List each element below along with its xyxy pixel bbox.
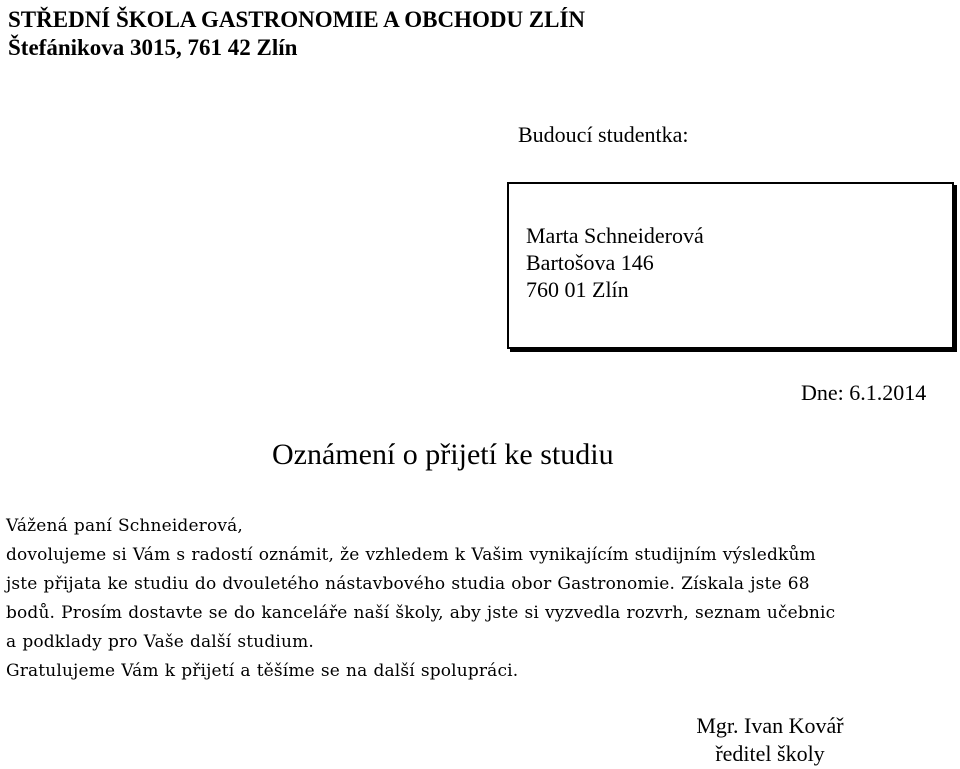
signature-block xyxy=(660,712,880,768)
recipient-city: 760 01 Zlín xyxy=(526,277,629,302)
recipient-label: Budoucí studentka: xyxy=(518,122,689,147)
recipient-name: Marta Schneiderová xyxy=(526,223,704,248)
letter-greeting: Vážená paní Schneiderová, xyxy=(6,516,243,536)
letter-line: a podklady pro Vaše další studium. xyxy=(6,632,314,652)
letter-line: bodů. Prosím dostavte se do kanceláře naší školy, aby jste si vyzvedla rozvrh, seznam učebnic xyxy=(6,603,836,623)
recipient-address xyxy=(526,222,704,303)
signature-name: Mgr. Ivan Kovář xyxy=(696,713,844,738)
letter-title: Oznámení o přijetí ke studiu xyxy=(272,438,614,471)
letter-line: dovolujeme si Vám s radostí oznámit, že vzhledem k Vašim vynikajícím studijním výsledkům xyxy=(6,545,816,565)
letter-line: jste přijata ke studiu do dvouletého nástavbového studia obor Gastronomie. Získala jste 68 xyxy=(6,574,810,594)
signature-role: ředitel školy xyxy=(715,741,825,766)
recipient-address-box xyxy=(507,182,954,349)
school-address: Štefánikova 3015, 761 42 Zlín xyxy=(8,35,298,60)
school-name: STŘEDNÍ ŠKOLA GASTRONOMIE A OBCHODU ZLÍN xyxy=(8,7,586,32)
letter-line: Gratulujeme Vám k přijetí a těšíme se na další spolupráci. xyxy=(6,661,519,681)
letter-date: Dne: 6.1.2014 xyxy=(801,380,927,405)
recipient-street: Bartošova 146 xyxy=(526,250,654,275)
letter-body xyxy=(6,512,950,686)
